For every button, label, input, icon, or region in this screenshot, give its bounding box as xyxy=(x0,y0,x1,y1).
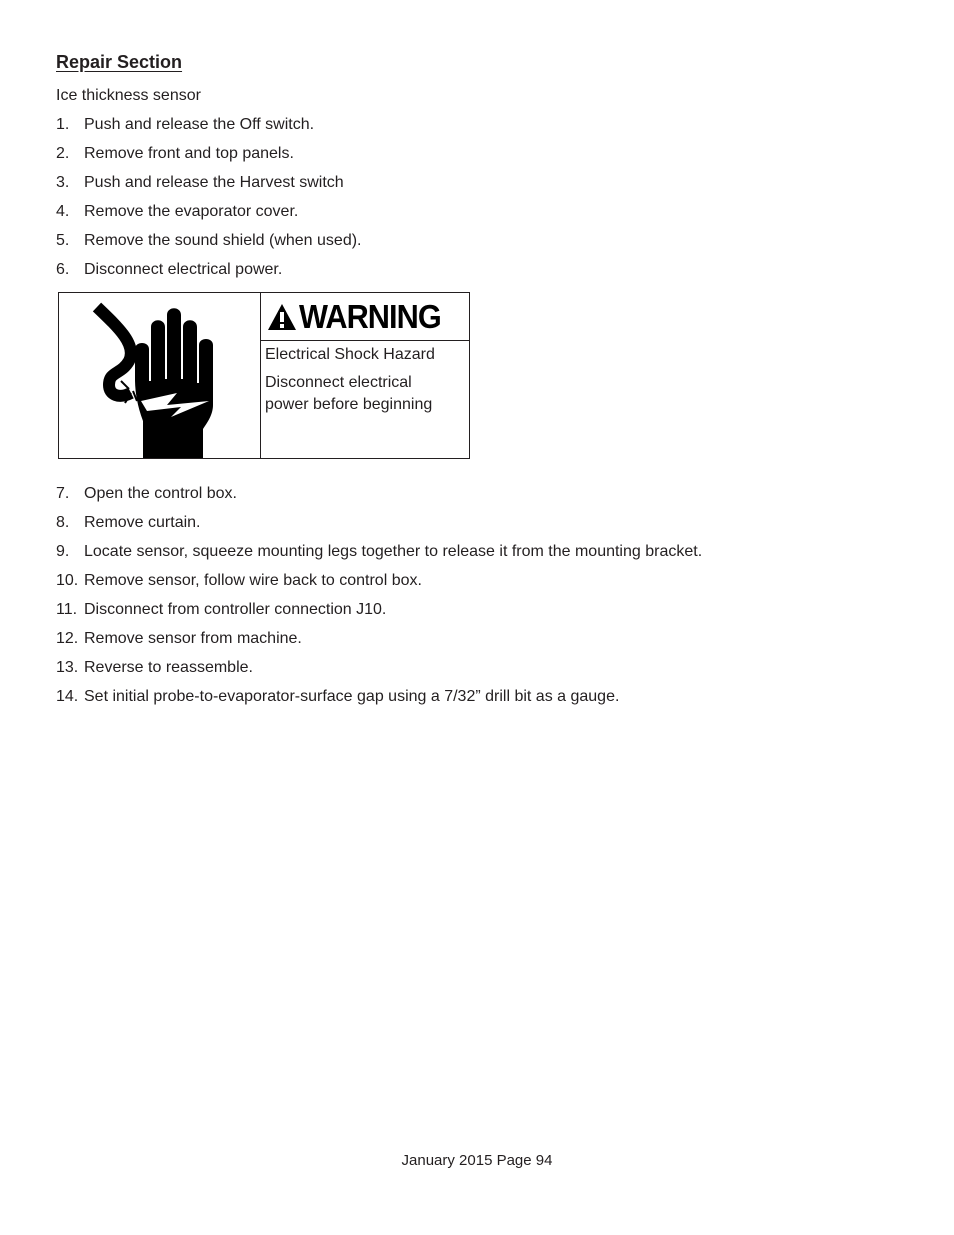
list-item xyxy=(56,202,362,231)
list-item xyxy=(56,144,362,173)
warning-label: WARNING xyxy=(299,297,441,335)
step-number: 5. xyxy=(56,232,70,249)
step-number: 4. xyxy=(56,203,70,220)
list-item xyxy=(56,260,362,289)
warning-hazard-title: Electrical Shock Hazard xyxy=(265,346,435,363)
step-number: 13. xyxy=(56,659,79,676)
step-number: 14. xyxy=(56,688,79,705)
step-number: 2. xyxy=(56,145,70,162)
step-text: Push and release the Off switch. xyxy=(84,116,315,133)
step-number: 11. xyxy=(56,601,78,618)
electrical-shock-hand-icon xyxy=(59,293,261,458)
step-number: 9. xyxy=(56,543,70,560)
step-text: Push and release the Harvest switch xyxy=(84,174,344,191)
warning-triangle-icon xyxy=(267,303,297,331)
list-item xyxy=(56,173,362,202)
step-text: Remove sensor, follow wire back to control box. xyxy=(84,572,422,589)
step-number: 10. xyxy=(56,572,79,589)
warning-header xyxy=(261,293,469,341)
list-item xyxy=(56,687,702,716)
step-number: 6. xyxy=(56,261,70,278)
warning-box xyxy=(58,292,470,459)
list-item xyxy=(56,115,362,144)
list-item xyxy=(56,571,702,600)
step-number: 7. xyxy=(56,485,70,502)
list-item xyxy=(56,513,702,542)
list-item xyxy=(56,629,702,658)
step-text: Reverse to reassemble. xyxy=(84,659,253,676)
step-number: 8. xyxy=(56,514,70,531)
step-text: Disconnect from controller connection J10. xyxy=(84,601,387,618)
step-number: 1. xyxy=(56,116,70,133)
list-item xyxy=(56,231,362,260)
step-text: Remove the sound shield (when used). xyxy=(84,232,362,249)
list-item xyxy=(56,542,702,571)
step-text: Remove sensor from machine. xyxy=(84,630,302,647)
warning-instruction-line1: Disconnect electrical xyxy=(265,374,412,391)
steps-list-before-warning xyxy=(56,115,362,289)
step-number: 12. xyxy=(56,630,79,647)
page-title: Repair Section xyxy=(56,52,183,72)
list-item xyxy=(56,658,702,687)
step-text: Open the control box. xyxy=(84,485,237,502)
steps-list-after-warning xyxy=(56,484,702,716)
list-item xyxy=(56,484,702,513)
section-subtitle: Ice thickness sensor xyxy=(56,87,201,104)
step-text: Remove the evaporator cover. xyxy=(84,203,299,220)
step-text: Locate sensor, squeeze mounting legs together to release it from the mounting bracket. xyxy=(84,543,703,560)
step-text: Remove curtain. xyxy=(84,514,201,531)
step-number: 3. xyxy=(56,174,70,191)
step-text: Remove front and top panels. xyxy=(84,145,294,162)
list-item xyxy=(56,600,702,629)
page-footer: January 2015 Page 94 xyxy=(401,1152,553,1169)
step-text: Set initial probe-to-evaporator-surface gap using a 7/32” drill bit as a gauge. xyxy=(84,688,620,705)
warning-instruction-line2: power before beginning xyxy=(265,396,433,413)
step-text: Disconnect electrical power. xyxy=(84,261,283,278)
